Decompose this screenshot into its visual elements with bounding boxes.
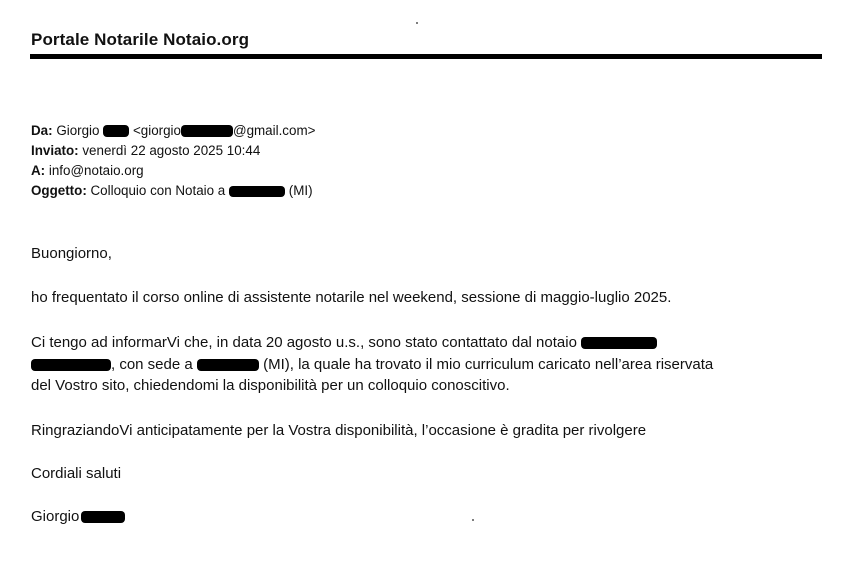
from-name: Giorgio: [56, 123, 100, 138]
redacted-notary-first-name: [581, 337, 657, 349]
scan-speck: [416, 22, 418, 24]
redacted-signature-surname: [81, 511, 125, 523]
sent-row: [31, 141, 315, 161]
paragraph-contact-text-3: (MI), la quale ha trovato il mio curriculum caricato nell’area riservata: [263, 355, 714, 373]
paragraph-thanks: RingraziandoVi anticipatamente per la Vostra disponibilità, l’occasione è gradita per rivolgere: [31, 422, 647, 439]
paragraph-contact-line-2: [31, 354, 821, 376]
subject-row: [31, 181, 315, 201]
title-divider: [30, 54, 822, 59]
redacted-notary-surname: [31, 359, 111, 371]
redacted-surname: [103, 125, 129, 137]
to-label: A:: [31, 163, 46, 178]
redacted-office-town: [197, 359, 259, 371]
email-header: [31, 121, 315, 201]
from-email-prefix: <giorgio: [132, 123, 181, 138]
signature-name: Giorgio: [31, 508, 80, 525]
paragraph-contact-text-1: Ci tengo ad informarVi che, in data 20 agosto u.s., sono stato contattato dal notaio: [31, 334, 577, 351]
paragraph-contact: [31, 332, 821, 397]
from-label: Da:: [31, 123, 53, 138]
closing: Cordiali saluti: [31, 465, 122, 482]
greeting: Buongiorno,: [31, 245, 112, 262]
paragraph-contact-line-3: del Vostro sito, chiedendomi la disponibilità per un colloquio conoscitivo.: [31, 377, 510, 394]
subject-label: Oggetto:: [31, 183, 87, 198]
sent-label: Inviato:: [31, 143, 79, 158]
paragraph-course: ho frequentato il corso online di assistente notarile nel weekend, sessione di maggio-luglio 2025.: [31, 289, 672, 306]
redacted-email-part: [181, 125, 233, 137]
from-row: [31, 121, 315, 141]
redacted-town: [229, 186, 285, 197]
to-row: [31, 161, 315, 181]
from-email-suffix: @gmail.com>: [232, 123, 316, 138]
site-title: Portale Notarile Notaio.org: [31, 30, 250, 49]
subject-prefix: Colloquio con Notaio a: [90, 183, 226, 198]
subject-suffix: (MI): [288, 183, 313, 198]
paragraph-contact-text-2: , con sede a: [111, 355, 193, 373]
signature: [31, 506, 821, 528]
to-value: info@notaio.org: [48, 163, 144, 178]
sent-value: venerdì 22 agosto 2025 10:44: [82, 143, 261, 158]
paragraph-contact-line-1: [31, 332, 821, 354]
